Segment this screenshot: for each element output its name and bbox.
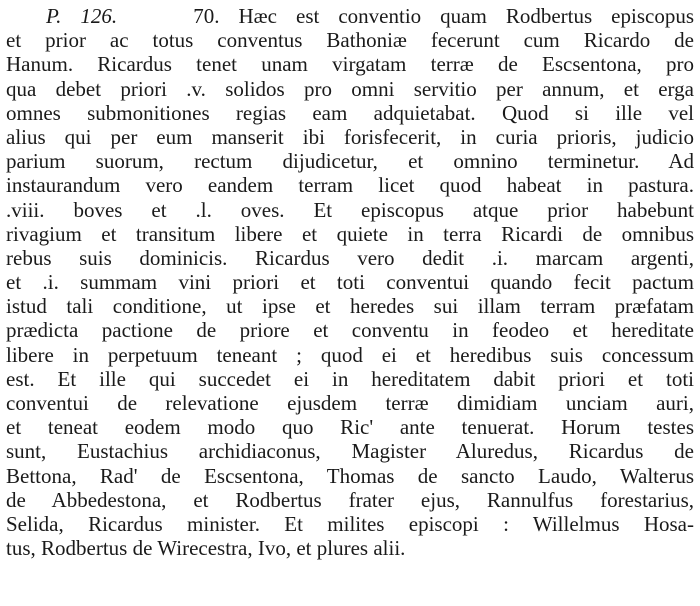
text-line-22: Selida, Ricardus minister. Et milites episcopi : Willelmus Hosa- xyxy=(6,511,694,536)
text-line-12: et .i. summam vini priori et toti conventui quando fecit pactum xyxy=(6,270,694,295)
text-line-21: de Abbedestona, et Rodbertus frater ejus, Rannulfus forestarius, xyxy=(6,487,694,512)
text-line-6: alius qui per eum manserit ibi forisfecerit, in curia prioris, judicio xyxy=(6,124,694,149)
text-line-1 xyxy=(6,4,694,28)
text-line-2: et prior ac totus conventus Bathoniæ fecerunt cum Ricardo de xyxy=(6,28,694,53)
text-line-10: rivagium et transitum libere et quiete in terra Ricardi de omnibus xyxy=(6,221,694,246)
text-line-15: libere in perpetuum teneant ; quod ei et heredibus suis concessum xyxy=(6,342,694,367)
document-page xyxy=(6,4,694,560)
text-line-17: conventui de relevatione ejusdem terræ dimidiam unciam auri, xyxy=(6,391,694,415)
text-line-8: instaurandum vero eandem terram licet quod habeat in pastura. xyxy=(6,173,694,198)
text-line-20: Bettona, Rad' de Escsentona, Thomas de sancto Laudo, Walterus xyxy=(6,463,694,488)
text-line-11: rebus suis dominicis. Ricardus vero dedit .i. marcam argenti, xyxy=(6,245,694,270)
text-line-5: omnes submonitiones regias eam adquietabat. Quod si ille vel xyxy=(6,100,694,125)
text-line-16: est. Et ille qui succedet ei in hereditatem dabit priori et toti xyxy=(6,366,694,391)
text-line-7: parium suorum, rectum dijudicetur, et omnino terminetur. Ad xyxy=(6,149,694,174)
page-reference: P. 126. xyxy=(46,4,118,28)
text-line-4: qua debet priori .v. solidos pro omni servitio per annum, et erga xyxy=(6,76,694,101)
text-line-19: sunt, Eustachius archidiaconus, Magister Aluredus, Ricardus de xyxy=(6,439,694,464)
text-line-9: .viii. boves et .l. oves. Et episcopus atque prior habebunt xyxy=(6,197,694,222)
text-line-18: et teneat eodem modo quo Ric' ante tenuerat. Horum testes xyxy=(6,415,694,440)
text-line-13: istud tali conditione, ut ipse et heredes sui illam terram præfatam xyxy=(6,294,694,319)
text-line-23: tus, Rodbertus de Wirecestra, Ivo, et plures alii. xyxy=(6,536,406,561)
text-line-3: Hanum. Ricardus tenet unam virgatam terræ de Escsentona, pro xyxy=(6,52,694,77)
text-line-14: prædicta pactione de priore et conventu in feodeo et hereditate xyxy=(6,318,694,343)
line-text: 70. Hæc est conventio quam Rodbertus episcopus xyxy=(193,4,695,28)
